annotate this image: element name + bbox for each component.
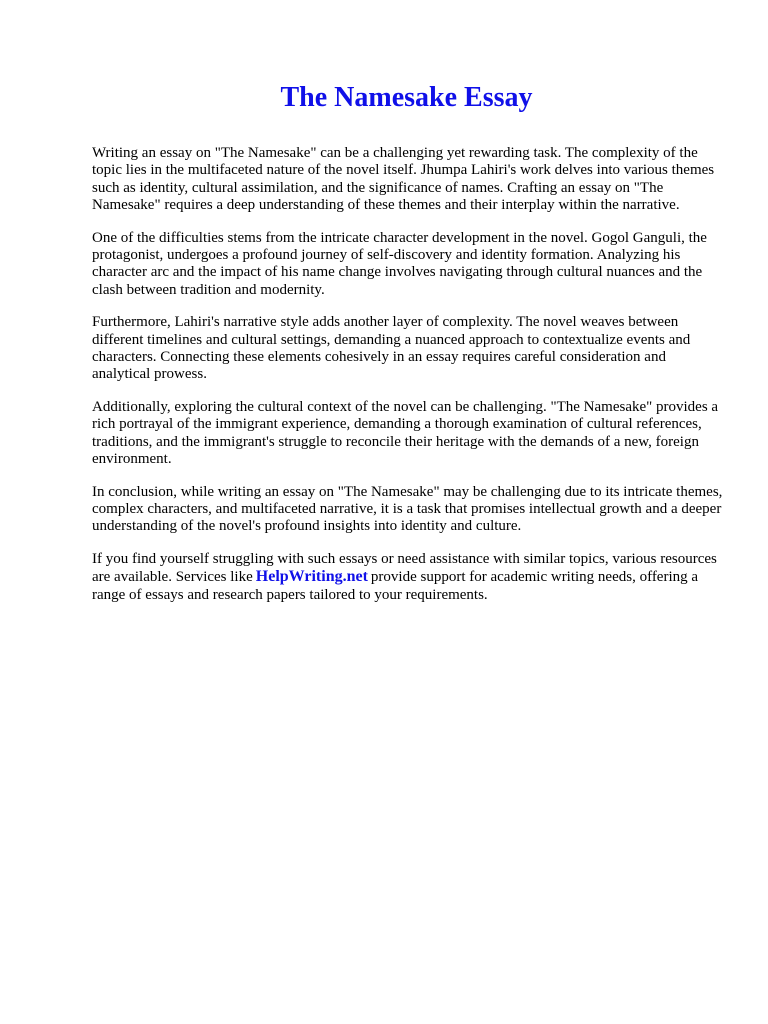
closing-text-before-link: If you find yourself struggling with such essays or need assistance with similar topics, various resources are available. Services like — [92, 550, 717, 586]
page-title: The Namesake Essay — [280, 82, 533, 113]
closing-text-after-link: provide support for academic writing needs, offering a range of essays and research papers tailored to your requirements. — [92, 569, 699, 603]
paragraph-character-development: One of the difficulties stems from the intricate character development in the novel. Gogol Ganguli, the protagonist, undergoes a profound journey of self-discovery and identity formation. Analyzing his character arc and the impact of his name change involves navigating through cultural nuances and the clash between tradition and modernity. — [92, 229, 707, 298]
paragraph-narrative-style: Furthermore, Lahiri's narrative style adds another layer of complexity. The novel weaves between different timelines and cultural settings, demanding a nuanced approach to contextualize events and characters. Connecting these elements cohesively in an essay requires careful consideration and analytical prowess. — [92, 314, 691, 383]
paragraph-conclusion: In conclusion, while writing an essay on "The Namesake" may be challenging due to its intricate themes, complex characters, and multifaceted narrative, it is a task that promises intellectual growth and a deeper understanding of the novel's profound insights into identity and culture. — [92, 483, 723, 535]
helpwriting-link[interactable]: HelpWriting.net — [255, 568, 368, 586]
essay-body — [92, 145, 724, 619]
paragraph-closing — [92, 551, 724, 604]
paragraph-cultural-context: Additionally, exploring the cultural context of the novel can be challenging. "The Namesake" provides a rich portrayal of the immigrant experience, demanding a thorough examination of cultural references, traditions, and the immigrant's struggle to reconcile their heritage with the demands of a new, foreign environment. — [92, 398, 719, 468]
paragraph-intro: Writing an essay on "The Namesake" can be a challenging yet rewarding task. The complexity of the topic lies in the multifaceted nature of the novel itself. Jhumpa Lahiri's work delves into various themes such as identity, cultural assimilation, and the significance of names. Crafting an essay on "The Namesake" requires a deep understanding of these themes and their interplay within the narrative. — [92, 145, 715, 214]
